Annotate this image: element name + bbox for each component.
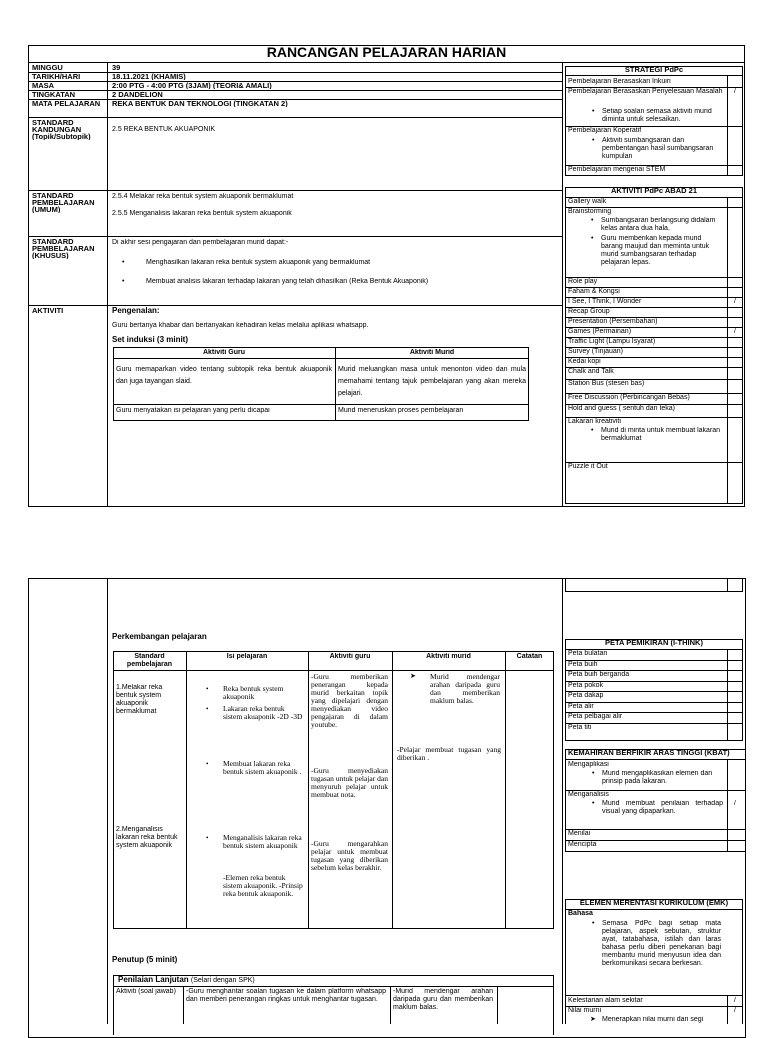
penilaian-note: (Selari dengan SPK) bbox=[190, 977, 255, 984]
abad21-row bbox=[565, 379, 743, 393]
abad21-item: Chalk and Talk bbox=[568, 368, 614, 375]
kbat-title: KEMAHIRAN BERFIKIR ARAS TINGGI (KBAT) bbox=[568, 749, 730, 757]
bullet-icon: • bbox=[206, 705, 209, 713]
guru-text: -Guru menyediakan tugasan untuk pelajar dan menyuruh pelajar untuk membuat nota. bbox=[311, 767, 388, 799]
ithink-row bbox=[565, 649, 743, 659]
bullet-icon: • bbox=[592, 108, 595, 115]
strategi-tick: / bbox=[734, 88, 736, 95]
abad21-item: Brainstorming bbox=[568, 208, 612, 215]
abad21-item: Survey (Tinjauan) bbox=[568, 348, 623, 355]
emk-tick: / bbox=[734, 997, 736, 1004]
abad21-row bbox=[565, 393, 743, 404]
ithink-row bbox=[565, 723, 743, 733]
emk-item: Nilai murni bbox=[568, 1007, 602, 1014]
emk-tick: / bbox=[734, 1007, 736, 1014]
ithink-item: Peta dakap bbox=[568, 692, 604, 699]
table-header: Aktiviti murid bbox=[426, 653, 471, 660]
penutup-heading: Penutup (5 minit) bbox=[112, 956, 178, 964]
abad21-bullet: Guru memberikan kepada murid barang maujud dan meminta untuk murid sumbangsaran terhadap pelajaran lepas. bbox=[601, 235, 710, 266]
abad21-item: Gallery walk bbox=[568, 198, 607, 205]
bullet-icon: • bbox=[592, 137, 595, 144]
ithink-row bbox=[565, 712, 743, 722]
bullet-icon: • bbox=[591, 217, 594, 224]
abad21-item: Traffic Light (Lampu Isyarat) bbox=[568, 338, 656, 345]
abad21-item: Station Bus (stesen bas) bbox=[568, 380, 645, 387]
kbat-item: Mencipta bbox=[568, 841, 597, 848]
kbat-item: Menganalisis bbox=[568, 791, 609, 798]
info-label: TARIKH/HARI bbox=[32, 73, 81, 80]
abad21-item: Games (Permainan) bbox=[568, 328, 632, 335]
sp-umum-item: 2.5.4 Melakar reka bentuk system akuaponik bermaklumat bbox=[112, 193, 294, 200]
abad21-row bbox=[565, 197, 743, 207]
kbat-tick: / bbox=[734, 800, 736, 807]
info-label: MINGGU bbox=[32, 64, 63, 71]
abad21-row bbox=[565, 417, 743, 462]
abad21-row bbox=[565, 277, 743, 287]
strategi-bullet: Setiap soalan semasa aktiviti murid diminta untuk selesaikan. bbox=[602, 108, 712, 123]
info-value: 2:00 PTG - 4:00 PTG (3JAM) (TEORI& AMALI) bbox=[112, 82, 272, 89]
ithink-item: Peta pelbagai alir bbox=[568, 713, 623, 720]
abad21-row bbox=[565, 367, 743, 379]
bullet-icon: • bbox=[206, 685, 209, 693]
abad21-bullet: Murid di minta untuk membuat lakaran bermaklumat bbox=[601, 427, 721, 442]
penilaian-cell: -Guru menghantar soalan tugasan ke dalam platform whatsapp dan memberi penerangan ringkas untuk menghantar tugasan. bbox=[186, 988, 386, 1003]
isi-item: Reka bentuk system akuaponik bbox=[223, 685, 284, 701]
abad21-item: Free Discussion (Perbincangan Bebas) bbox=[568, 394, 690, 401]
sp-umum-item: 2.5.5 Menganalisis lakaran reka bentuk system akuaponik bbox=[112, 210, 292, 217]
ithink-item: Peta buih berganda bbox=[568, 671, 630, 678]
abad21-row bbox=[565, 462, 743, 488]
sk-value: 2.5 REKA BENTUK AKUAPONIK bbox=[112, 126, 216, 133]
induksi-header: Aktiviti Guru bbox=[202, 349, 245, 356]
ithink-item: Peta bulatan bbox=[568, 650, 608, 657]
abad21-item: Puzzle it Out bbox=[568, 463, 608, 470]
sp-khusus-intro: Di akhir sesi pengajaran dan pembelajaran murid dapat:- bbox=[112, 239, 289, 246]
induksi-cell: Guru menyatakan isi pelajaran yang perlu dicapai bbox=[116, 407, 270, 414]
abad21-item: Kedai kopi bbox=[568, 358, 601, 365]
bullet-icon: • bbox=[591, 427, 594, 434]
strategi-item: Pembelajaran Koperatif bbox=[568, 127, 642, 134]
strategi-bullet: Aktiviti sumbangsaran dan pembentangan hasil sumbangsaran kumpulan bbox=[602, 137, 714, 160]
abad21-item: Role play bbox=[568, 278, 598, 285]
murid-text: -Pelajar membuat tugasan yang diberikan . bbox=[397, 746, 501, 762]
bullet-icon: • bbox=[206, 834, 209, 842]
penilaian-cell: -Murid mendengar arahan daripada guru dan memberikan maklum balas. bbox=[393, 988, 493, 1011]
abad21-item: I See, I Think, I Wonder bbox=[568, 298, 642, 305]
sp-umum-label: STANDARD PEMBELAJARAN (UMUM) bbox=[32, 192, 95, 213]
bullet-icon: • bbox=[592, 770, 595, 777]
abad21-tick: / bbox=[734, 328, 736, 335]
abad21-row bbox=[565, 404, 743, 417]
abad21-item: Presentation (Persembahan) bbox=[568, 318, 658, 325]
bullet-icon: • bbox=[592, 920, 595, 927]
abad21-item: Faham & Kongsi bbox=[568, 288, 620, 295]
penilaian-cell: Aktiviti (soal jawab) bbox=[116, 988, 176, 995]
abad21-row bbox=[565, 297, 743, 307]
emk-cut: Menerapkan nilai murni dari segi bbox=[602, 1016, 704, 1023]
bullet-icon: • bbox=[591, 235, 594, 242]
abad21-row bbox=[565, 317, 743, 327]
kbat-bullet: Murid membuat penilaian terhadap visual yang dipaparkan. bbox=[602, 800, 723, 815]
induksi-cell: Murid meneruskan proses pembelajaran bbox=[338, 407, 464, 414]
bullet-icon: • bbox=[206, 760, 209, 768]
isi-extra: -Elemen reka bentuk sistem akuaponik. -Prinsip reka bentuk akuaponik. bbox=[223, 874, 303, 898]
induksi-cell: Guru memaparkan video tentang subtopik reka bentuk akuaponik dan juga tayangan slaid. bbox=[116, 366, 332, 385]
kbat-item: Menilai bbox=[568, 830, 591, 837]
strategi-item: Pembelajaran Berasaskan Inkuiri bbox=[568, 78, 671, 85]
ithink-row bbox=[565, 691, 743, 701]
emk-title: ELEMEN MERENTASI KURIKULUM (EMK) bbox=[579, 899, 729, 907]
abad21-item: Recap Group bbox=[568, 308, 610, 315]
info-value: 18.11.2021 (KHAMIS) bbox=[112, 73, 186, 80]
table-header: Isi pelajaran bbox=[226, 653, 268, 660]
set-induksi-heading: Set induksi (3 minit) bbox=[112, 336, 189, 344]
arrow-bullet-icon: ➤ bbox=[590, 1016, 596, 1023]
induksi-header: Aktiviti Murid bbox=[409, 349, 455, 356]
ithink-item: Peta alir bbox=[568, 702, 594, 710]
isi-item: Membuat lakaran reka bentuk sistem akuaponik . bbox=[223, 760, 302, 776]
abad21-row bbox=[565, 357, 743, 367]
ithink-item: Peta buih bbox=[568, 660, 598, 668]
isi-item: Menganalisis lakaran reka bentuk sistem akuaponik bbox=[223, 834, 302, 850]
isi-item: Lakaran reka bentuk sistem akuaponik -2D -3D bbox=[223, 705, 303, 721]
penilaian-heading bbox=[116, 976, 257, 985]
pengenalan-heading: Pengenalan: bbox=[112, 307, 160, 315]
ithink-row bbox=[565, 681, 743, 691]
abad21-bullet: Sumbangsaran berlangsung didalam kelas antara dua hala. bbox=[601, 217, 716, 232]
sk-label: STANDARD KANDUNGAN (Topik/Subtopik) bbox=[32, 119, 91, 140]
aktiviti-label: AKTIVITI bbox=[32, 307, 64, 314]
bullet-icon: • bbox=[592, 800, 595, 807]
murid-bullet: Murid mendengar arahan daripada guru dan memberikan maklum balas. bbox=[430, 673, 500, 705]
table-header: Catatan bbox=[516, 653, 543, 660]
induksi-cell: Murid meluangkan masa untuk menonton video dan mula memahami tentang tajuk pembelajaran yang akan mereka pelajari. bbox=[338, 366, 526, 397]
info-label: MASA bbox=[32, 82, 55, 89]
perkembangan-heading: Perkembangan pelajaran bbox=[112, 633, 207, 641]
page-title: RANCANGAN PELAJARAN HARIAN bbox=[266, 44, 507, 60]
abad21-row bbox=[565, 347, 743, 357]
abad21-tick: / bbox=[734, 298, 736, 305]
arrow-bullet-icon: ➤ bbox=[410, 672, 416, 680]
sp-cell: 1.Melakar reka bentuk system akuaponik bermaklumat bbox=[116, 684, 163, 715]
pengenalan-text: Guru bertanya khabar dan bertanyakan kehadiran kelas melalui aplikasi whatsapp. bbox=[112, 322, 369, 329]
ithink-item: Peta titi bbox=[568, 723, 592, 731]
abad21-row bbox=[565, 337, 743, 347]
strategi-title: STRATEGI PdPc bbox=[624, 66, 684, 74]
abad21-row bbox=[565, 287, 743, 297]
info-value: 2 DANDELION bbox=[112, 91, 163, 98]
bullet-icon: • bbox=[122, 278, 125, 285]
ithink-row bbox=[565, 702, 743, 712]
bullet-icon: • bbox=[122, 259, 125, 266]
info-label: TINGKATAN bbox=[32, 91, 76, 98]
strategi-item: Pembelajaran Berasaskan Penyelesaian Masalah bbox=[568, 88, 723, 95]
table-header: Standard pembelajaran bbox=[126, 653, 173, 668]
abad21-item: Lakaran kreativiti bbox=[568, 418, 621, 425]
sp-khusus-label: STANDARD PEMBELAJARAN (KHUSUS) bbox=[32, 238, 95, 259]
strategi-item: Pembelajaran mengenai STEM bbox=[568, 166, 666, 173]
table-header: Aktiviti guru bbox=[329, 653, 371, 660]
guru-text: -Guru mengarahkan pelajar untuk membuat tugasan yang diberikan sebelum kelas berakhir. bbox=[311, 840, 388, 872]
sp-cell: 2.Menganalisis lakaran reka bentuk system akuaponik bbox=[116, 826, 178, 849]
penilaian-label: Penilaian Lanjutan bbox=[118, 976, 189, 984]
info-value: REKA BENTUK DAN TEKNOLOGI (TINGKATAN 2) bbox=[112, 100, 288, 107]
guru-text: -Guru memberikan penerangan kepada murid berkaitan topik yang dipelajari dengan menyediakan video pengajaran di dalam youtube. bbox=[311, 673, 388, 729]
emk-bullet: Semasa PdPc bagi setiap mata pelajaran, aspek sebutan, struktur ayat, tatabahasa, istilah dan laras bahasa perlu diberi penekanan bagi membantu murid menyusun idea dan berkomunikasi secara berkesan. bbox=[602, 920, 721, 967]
kbat-bullet: Murid mengaplikasikan elemen dan prinsip pada lakaran. bbox=[602, 770, 713, 785]
info-value: 39 bbox=[112, 64, 121, 71]
sp-khusus-item: Membuat analisis lakaran terhadap lakaran yang telah dihasilkan (Reka Bentuk Akuaponik) bbox=[146, 278, 429, 285]
info-label: MATA PELAJARAN bbox=[32, 100, 101, 107]
ithink-row bbox=[565, 670, 743, 680]
abad21-row bbox=[565, 307, 743, 317]
ithink-row bbox=[565, 660, 743, 670]
abad21-row bbox=[565, 207, 743, 277]
ithink-title: PETA PEMIKIRAN (I-THINK) bbox=[605, 639, 703, 647]
emk-item: Kelestarian alam sekitar bbox=[568, 997, 643, 1004]
emk-bahasa: Bahasa bbox=[568, 910, 593, 917]
abad21-item: Hold and guess ( sentuh dan teka) bbox=[568, 405, 676, 412]
sp-khusus-item: Menghasilkan lakaran reka bentuk system akuaponik yang bermaklumat bbox=[146, 259, 371, 266]
abad21-title: AKTIVITI PdPc ABAD 21 bbox=[611, 187, 697, 195]
kbat-item: Mengaplikasi bbox=[568, 761, 609, 768]
ithink-item: Peta pokok bbox=[568, 681, 604, 689]
abad21-row bbox=[565, 327, 743, 337]
